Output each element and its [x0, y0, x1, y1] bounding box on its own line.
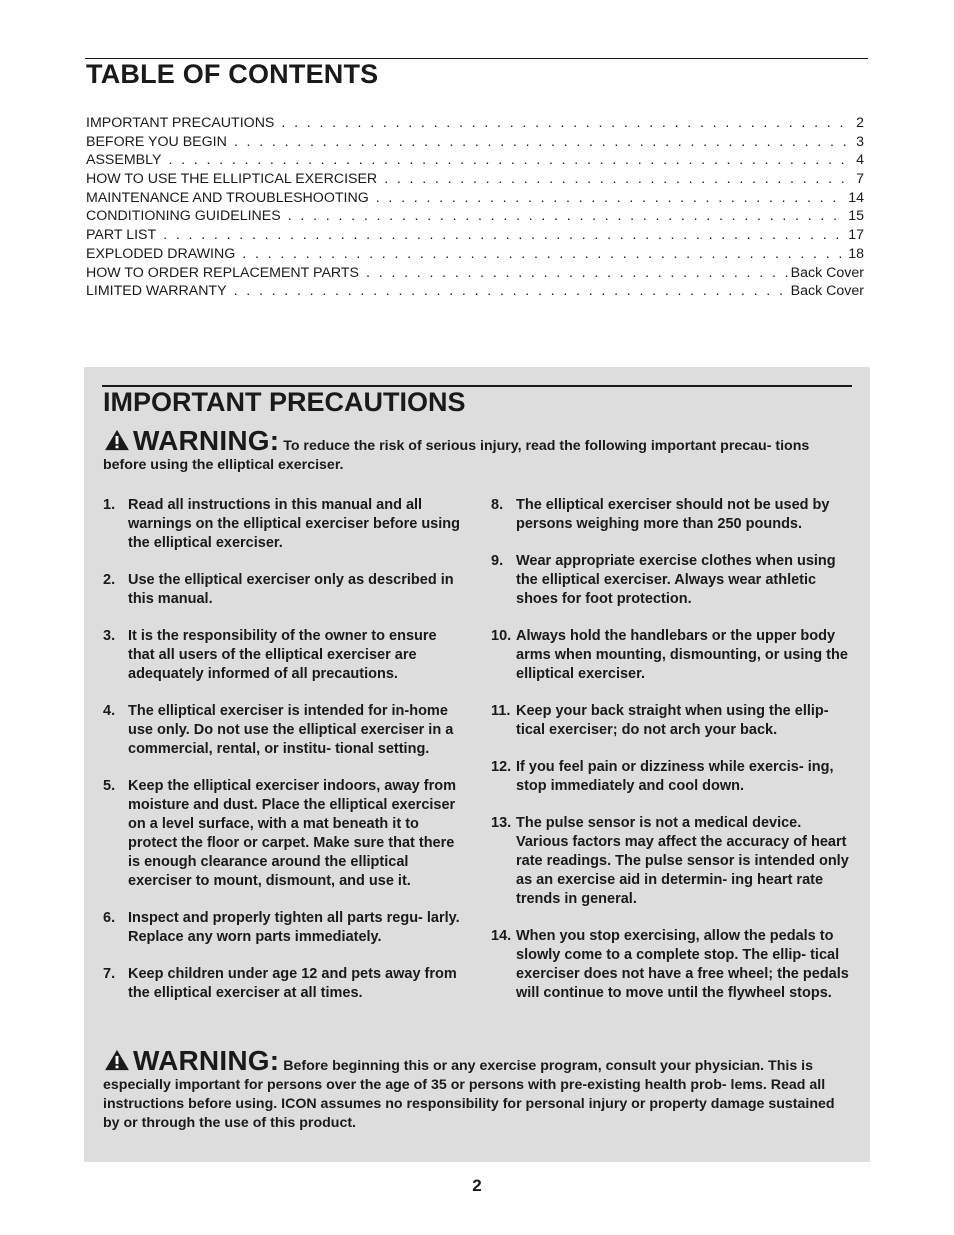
warning-label: WARNING: [133, 1045, 280, 1076]
warning-text: To reduce the risk of serious injury, read the following important precau- tions before using the elliptical exerciser. [103, 438, 810, 473]
toc-list [86, 114, 864, 301]
toc-entry [86, 151, 864, 170]
toc-entry-page: 15 [848, 208, 864, 225]
precaution-item [491, 552, 853, 609]
toc-entry-title: MAINTENANCE AND TROUBLESHOOTING [86, 189, 369, 206]
toc-entry [86, 282, 864, 301]
toc-entry [86, 170, 864, 189]
precaution-text: The pulse sensor is not a medical device. Various factors may affect the accuracy of heart rate readings. The pulse sensor is intended only as an exercise aid in determin- ing heart rate trends in general. [516, 815, 849, 907]
page-number: 2 [472, 1176, 482, 1195]
precautions-list-left [103, 496, 463, 1021]
toc-entry [86, 133, 864, 152]
precaution-number: 9. [491, 553, 504, 569]
precaution-text: It is the responsibility of the owner to ensure that all users of the elliptical exerciser are adequately informed of all precautions. [128, 628, 437, 682]
toc-entry [86, 114, 864, 133]
toc-entry-page: 17 [848, 227, 864, 244]
precaution-text: Keep children under age 12 and pets away from the elliptical exerciser at all times. [128, 966, 457, 1001]
toc-entry-page: 7 [856, 171, 864, 188]
precaution-item [103, 777, 463, 891]
toc-entry-page: 18 [848, 245, 864, 262]
precaution-item [103, 571, 463, 609]
precautions-title: IMPORTANT PRECAUTIONS [103, 387, 466, 417]
precaution-item [491, 758, 853, 796]
toc-entry [86, 189, 864, 208]
precaution-item [103, 909, 463, 947]
precaution-text: When you stop exercising, allow the pedals to slowly come to a complete stop. The ellip- tical exerciser does not have a free wheel; the pedals will continue to move until the flywheel stops. [516, 928, 849, 1001]
precautions-list-right [491, 496, 853, 1021]
precaution-number: 11. [491, 703, 511, 719]
toc-dot-leader [366, 264, 788, 283]
toc-entry-page: 3 [856, 133, 864, 150]
precaution-item [103, 627, 463, 684]
precaution-text: Always hold the handlebars or the upper body arms when mounting, dismounting, or using the elliptical exerciser. [516, 628, 848, 682]
precaution-number: 10. [491, 628, 512, 644]
toc-entry-page: Back Cover [790, 283, 864, 300]
precaution-number: 3. [103, 628, 116, 644]
toc-dot-leader [163, 226, 845, 245]
toc-dot-leader [281, 114, 853, 133]
toc-dot-leader [288, 207, 846, 226]
precaution-text: Keep your back straight when using the ellip- tical exerciser; do not arch your back. [516, 703, 829, 738]
precaution-number: 12. [491, 759, 512, 775]
precaution-text: Inspect and properly tighten all parts regu- larly. Replace any worn parts immediately. [128, 910, 460, 945]
toc-dot-leader [234, 133, 853, 152]
warning-text: Before beginning this or any exercise program, consult your physician. This is especially important for persons over the age of 35 or persons with pre-existing health prob- lems. Read all instructions before using. ICON assumes no responsibility for personal injury or property damage sustained by or through the use of this product. [103, 1058, 835, 1131]
toc-entry-page: 2 [856, 115, 864, 131]
toc-dot-leader [384, 170, 853, 189]
toc-entry-title: HOW TO ORDER REPLACEMENT PARTS [86, 264, 360, 281]
precaution-number: 13. [491, 815, 512, 831]
precaution-item [103, 965, 463, 1003]
warning-label: WARNING: [133, 425, 280, 456]
precaution-item [103, 702, 463, 759]
toc-entry-title: HOW TO USE THE ELLIPTICAL EXERCISER [86, 171, 378, 188]
precaution-number: 8. [491, 497, 504, 513]
toc-entry-title: BEFORE YOU BEGIN [86, 133, 227, 150]
toc-entry-page: 14 [848, 189, 864, 206]
toc-entry-title: IMPORTANT PRECAUTIONS [86, 115, 275, 131]
precaution-text: The elliptical exerciser is intended for in-home use only. Do not use the elliptical exerciser in a commercial, rental, or institu- tional setting. [128, 703, 454, 757]
toc-entry-title: EXPLODED DRAWING [86, 245, 236, 262]
toc-entry-title: CONDITIONING GUIDELINES [86, 208, 281, 225]
precaution-number: 4. [103, 703, 116, 719]
precaution-item [491, 496, 853, 534]
toc-entry [86, 264, 864, 283]
precaution-number: 1. [103, 497, 116, 513]
toc-entry [86, 245, 864, 264]
precaution-number: 6. [103, 910, 116, 926]
precaution-item [491, 927, 853, 1003]
toc-dot-leader [376, 189, 845, 208]
precaution-text: Use the elliptical exerciser only as described in this manual. [128, 572, 454, 607]
precaution-text: Wear appropriate exercise clothes when using the elliptical exerciser. Always wear athletic shoes for foot protection. [516, 553, 836, 607]
toc-dot-leader [168, 151, 853, 170]
precaution-item [103, 496, 463, 553]
precaution-text: The elliptical exerciser should not be used by persons weighing more than 250 pounds. [516, 497, 830, 532]
precaution-number: 2. [103, 572, 116, 588]
precaution-item [491, 814, 853, 909]
precaution-item [491, 627, 853, 684]
toc-entry [86, 226, 864, 245]
precaution-text: If you feel pain or dizziness while exercis- ing, stop immediately and cool down. [516, 759, 834, 794]
precaution-text: Keep the elliptical exerciser indoors, away from moisture and dust. Place the elliptical exerciser on a level surface, with a mat beneath it to protect the floor or carpet. Make sure that there is enough clearance around the elliptical exerciser to mount, dismount, and use it. [128, 778, 456, 889]
warning-notice-top [103, 425, 855, 475]
toc-entry-title: LIMITED WARRANTY [86, 283, 227, 300]
warning-notice-bottom [103, 1045, 855, 1133]
toc-entry-title: PART LIST [86, 227, 157, 244]
precaution-item [491, 702, 853, 740]
toc-entry [86, 207, 864, 226]
toc-title: TABLE OF CONTENTS [86, 59, 379, 89]
precaution-number: 5. [103, 778, 116, 794]
precautions-panel [84, 367, 870, 1162]
toc-dot-leader [242, 245, 845, 264]
warning-triangle-icon [103, 1049, 131, 1071]
precaution-number: 14. [491, 928, 512, 944]
toc-entry-page: 4 [856, 152, 864, 169]
toc-dot-leader [234, 282, 788, 301]
toc-entry-page: Back Cover [790, 264, 864, 281]
toc-entry-title: ASSEMBLY [86, 152, 162, 169]
warning-triangle-icon [103, 429, 131, 451]
precaution-text: Read all instructions in this manual and all warnings on the elliptical exerciser before using the elliptical exerciser. [128, 497, 460, 551]
precaution-number: 7. [103, 966, 116, 982]
